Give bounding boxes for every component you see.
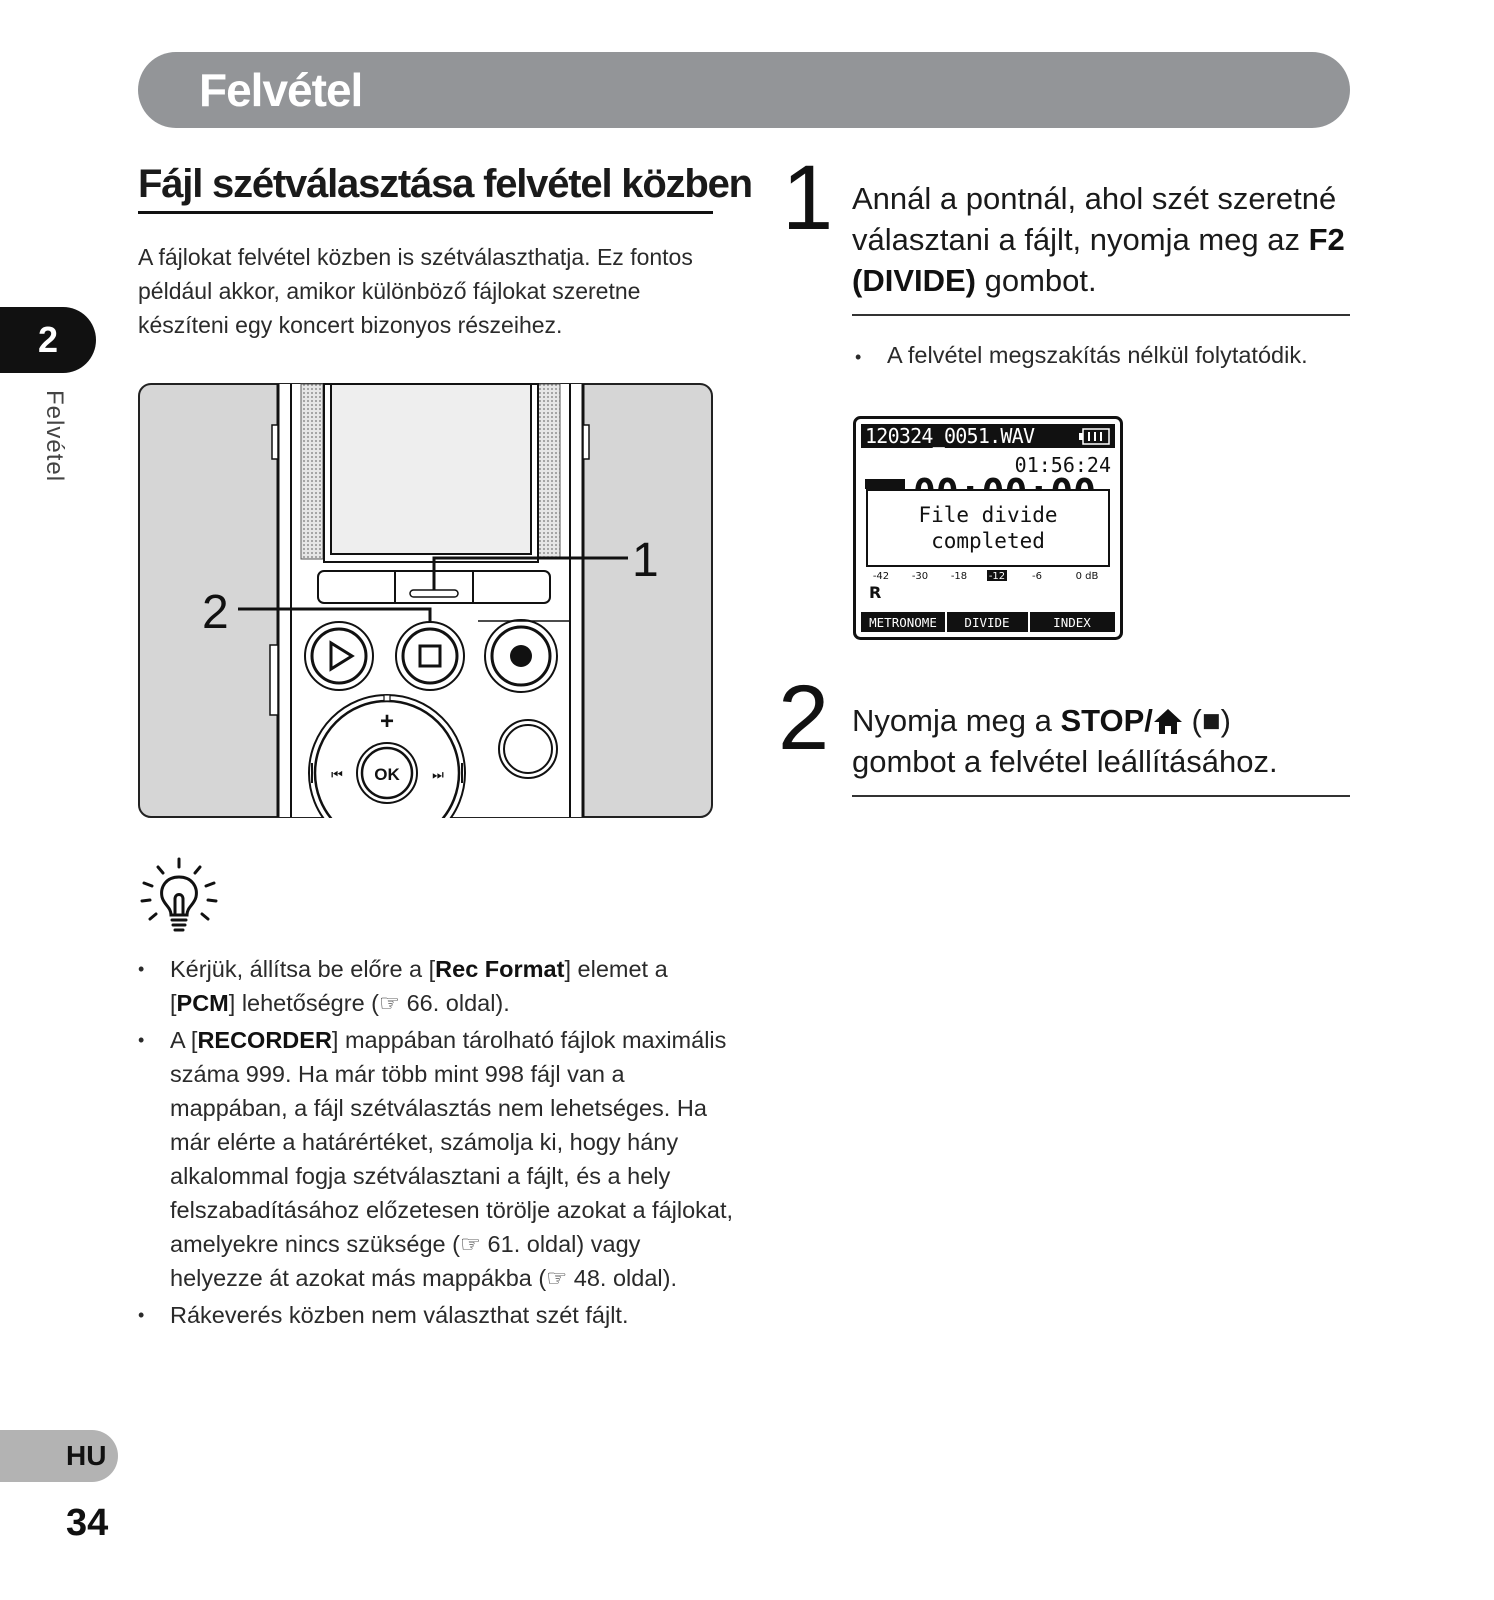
tip-item: • A [RECORDER] mappában tárolható fájlok maximális száma 999. Ha már több mint 998 fájl van a mappában, a fájl szétválasztás nem lehetséges. Ha már elérte a határértéket, számolja ki, hogy hány alkalommal fogja szétválasztani a fájlt, és a hely felszabadításához előzetesen törölje azokat a fájlokat, amelyekre nincs szüksége (☞ 61. oldal) vagy helyezze át azokat más mappákba (☞ 48. oldal). (138, 1023, 738, 1295)
chapter-side-label: Felvétel (41, 390, 68, 483)
lcd-filename: 120324_0051.WAV (865, 424, 1035, 448)
section-title: Fájl szétválasztása felvétel közben (138, 162, 752, 206)
step-1-divider (852, 314, 1350, 316)
lcd-softkey-metronome: METRONOME (869, 615, 937, 630)
lcd-popup-line-1: File divide (918, 503, 1058, 527)
callout-2: 2 (202, 586, 229, 639)
lcd-scale-mark: -18 (950, 571, 968, 582)
lcd-popup-line-2: completed (931, 529, 1045, 553)
lcd-scale-mark: 0 dB (1075, 571, 1099, 582)
tip-item: • Rákeverés közben nem választhat szét fájlt. (138, 1298, 738, 1332)
lcd-channel-label: R (869, 583, 882, 602)
section-intro: A fájlokat felvétel közben is szétválaszthatja. Ez fontos például akkor, amikor különböző fájlokat szeretne készíteni egy koncert bizonyos részeihez. (138, 244, 693, 338)
step-1-note: • A felvétel megszakítás nélkül folytatódik. (855, 342, 1308, 368)
chapter-number: 2 (37, 319, 59, 360)
lightbulb-icon (138, 855, 220, 937)
chapter-header-title: Felvétel (199, 64, 363, 116)
lcd-scale-mark: -12 (988, 571, 1006, 582)
lcd-screen (853, 416, 1123, 640)
svg-text:⏭: ⏭ (432, 768, 444, 783)
plus-label: + (379, 708, 395, 735)
lcd-softkey-divide: DIVIDE (964, 615, 1010, 630)
ok-label: OK (374, 765, 400, 784)
section-title-underline (138, 211, 713, 214)
lcd-scale-mark: -6 (1032, 571, 1042, 582)
page-number: 34 (66, 1502, 109, 1544)
step-1-number: 1 (782, 147, 834, 249)
step-1-instruction: Annál a pontnál, ahol szét szeretné választani a fájlt, nyomja meg az F2 (DIVIDE) gombot. (852, 181, 1345, 298)
tip-item: • Kérjük, állítsa be előre a [Rec Format] elemet a [PCM] lehetőségre (☞ 66. oldal). (138, 952, 738, 1020)
step-2-number: 2 (778, 667, 830, 769)
lcd-remaining-time: 01:56:24 (1014, 453, 1111, 477)
language-label: HU (66, 1440, 107, 1471)
step-2-instruction: Nyomja meg a STOP/ (■) gombot a felvétel leállításához. (852, 703, 1278, 779)
svg-text:⏮: ⏮ (331, 768, 343, 783)
callout-1: 1 (632, 534, 659, 587)
lcd-scale-mark: -30 (911, 571, 929, 582)
lcd-softkey-index: INDEX (1053, 615, 1091, 630)
recorder-illustration (138, 383, 713, 818)
home-icon (1153, 707, 1183, 735)
lcd-scale-mark: -42 (872, 571, 890, 582)
tips-list (138, 952, 738, 1335)
step-2-divider (852, 795, 1350, 797)
